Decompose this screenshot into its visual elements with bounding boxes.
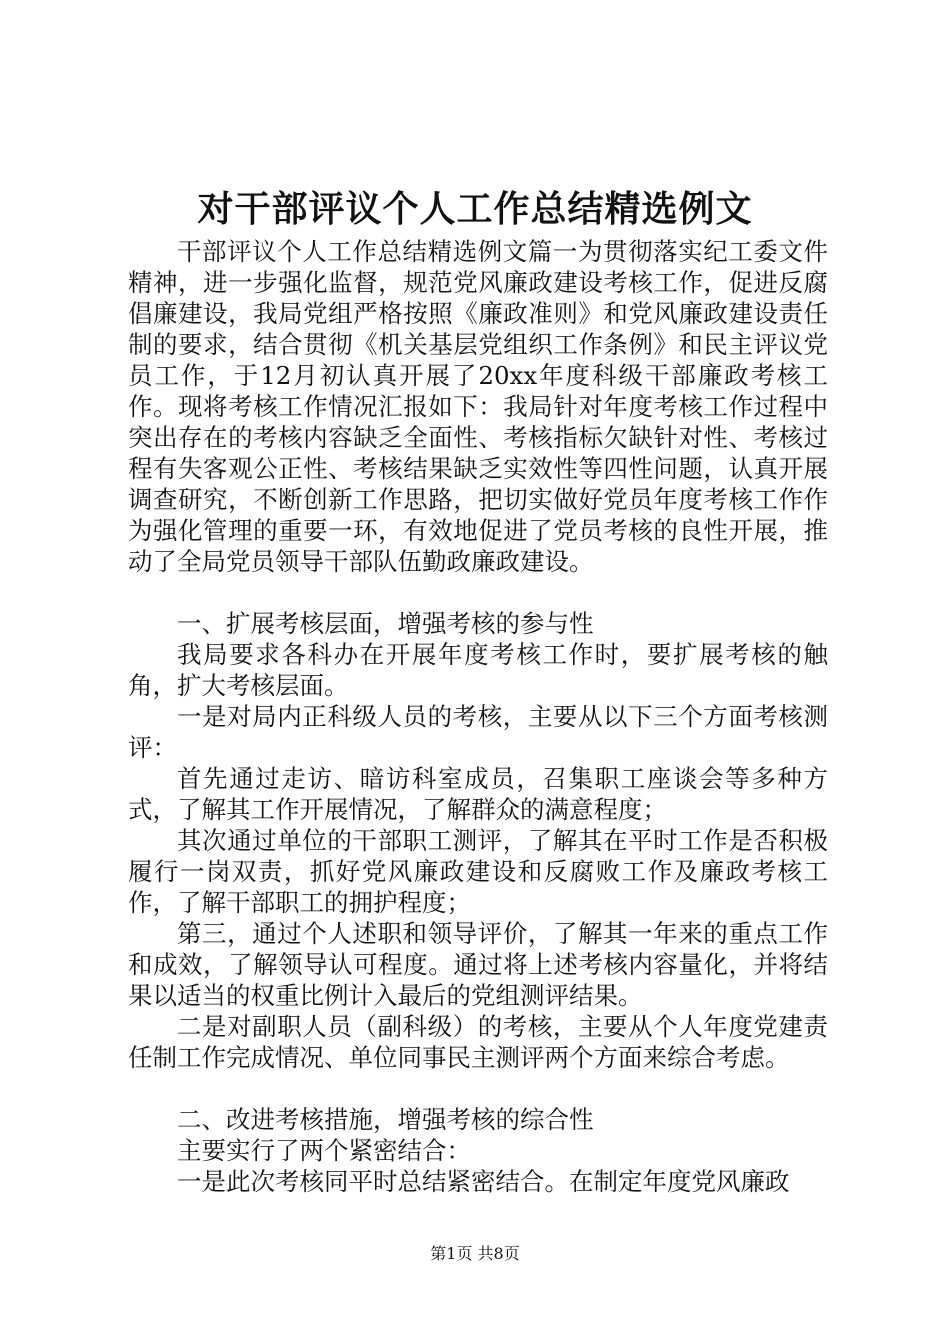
paragraph: 主要实行了两个紧密结合： (177, 1136, 471, 1165)
document-title: 对干部评议个人工作总结精选例文 (197, 188, 753, 230)
page-number: 第1页 共8页 (430, 1244, 520, 1263)
section-heading-2: 二、改进考核措施，增强考核的综合性 (177, 1105, 594, 1134)
paragraph: 二是对副职人员（副科级）的考核，主要从个人年度党建责任制工作完成情况、单位同事民主测评两个方面来综合考虑。 (128, 1012, 828, 1072)
document-body (128, 236, 828, 1197)
paragraph: 我局要求各科办在开展年度考核工作时，要扩展考核的触角，扩大考核层面。 (128, 640, 828, 700)
section-heading-1: 一、扩展考核层面，增强考核的参与性 (177, 609, 594, 638)
paragraph: 一是对局内正科级人员的考核，主要从以下三个方面考核测评： (128, 702, 828, 762)
paragraph: 首先通过走访、暗访科室成员，召集职工座谈会等多种方式，了解其工作开展情况，了解群众的满意程度； (128, 764, 828, 824)
paragraph: 一是此次考核同平时总结紧密结合。在制定年度党风廉政 (177, 1167, 790, 1196)
paragraph-intro: 干部评议个人工作总结精选例文篇一为贯彻落实纪工委文件精神，进一步强化监督，规范党风廉政建设考核工作，促进反腐倡廉建设，我局党组严格按照《廉政准则》和党风廉政建设责任制的要求，结合贯彻《机关基层党组织工作条例》和民主评议党员工作，于12月初认真开展了20xx年度科级干部廉政考核工作。现将考核工作情况汇报如下：我局针对年度考核工作过程中突出存在的考核内容缺乏全面性、考核指标欠缺针对性、考核过程有失客观公正性、考核结果缺乏实效性等四性问题，认真开展调查研究，不断创新工作思路，把切实做好党员年度考核工作作为强化管理的重要一环，有效地促进了党员考核的良性开展，推动了全局党员领导干部队伍勤政廉政建设。 (128, 237, 828, 576)
paragraph: 其次通过单位的干部职工测评，了解其在平时工作是否积极履行一岗双责，抓好党风廉政建设和反腐败工作及廉政考核工作，了解干部职工的拥护程度； (128, 826, 828, 917)
paragraph: 第三，通过个人述职和领导评价，了解其一年来的重点工作和成效，了解领导认可程度。通过将上述考核内容量化，并将结果以适当的权重比例计入最后的党组测评结果。 (128, 919, 828, 1010)
